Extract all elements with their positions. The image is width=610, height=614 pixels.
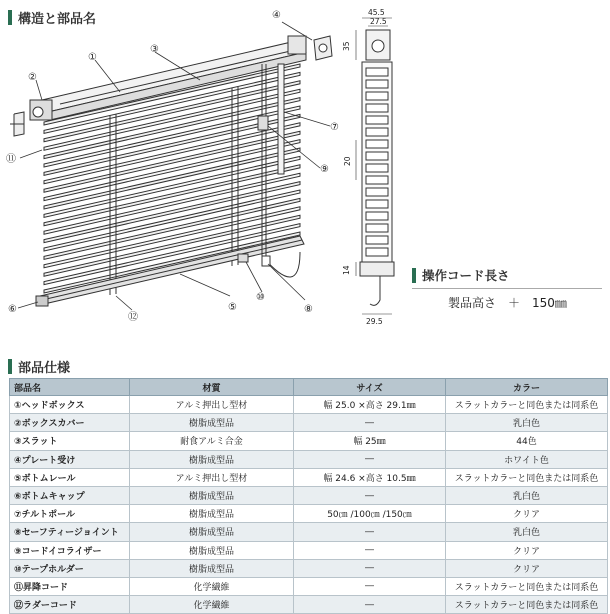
cell-part-name: ⑧セーフティージョイント — [10, 523, 130, 541]
cell-material: 樹脂成型品 — [130, 486, 294, 504]
cell-part-name: ④プレート受け — [10, 450, 130, 468]
cell-part-name: ①ヘッドボックス — [10, 396, 130, 414]
cell-color: スラットカラーと同色または同系色 — [446, 577, 608, 595]
table-row — [10, 414, 608, 432]
table-row — [10, 486, 608, 504]
callout-3: ③ — [150, 44, 159, 55]
operation-divider — [412, 288, 602, 289]
cell-material: 樹脂成型品 — [130, 559, 294, 577]
side-profile — [360, 30, 394, 305]
cell-color: 44色 — [446, 432, 608, 450]
cell-color: スラットカラーと同色または同系色 — [446, 468, 608, 486]
operation-cord-title-text: 操作コード長さ — [422, 268, 510, 283]
spec-section-title — [8, 357, 70, 376]
cell-size: ― — [294, 450, 446, 468]
table-row — [10, 450, 608, 468]
profile-slat — [366, 128, 388, 136]
cell-material: アルミ押出し型材 — [130, 396, 294, 414]
callout-6: ⑥ — [8, 304, 17, 315]
cell-part-name: ⑥ボトムキャップ — [10, 486, 130, 504]
callout-7: ⑦ — [330, 122, 339, 133]
cell-size: ― — [294, 486, 446, 504]
spec-title-text: 部品仕様 — [18, 361, 71, 376]
operation-cord-title — [412, 266, 510, 284]
parts-spec-table — [9, 378, 608, 614]
profile-slat — [366, 200, 388, 208]
profile-slat — [366, 68, 388, 76]
callout-10: ⑩ — [256, 292, 265, 303]
profile-slat — [366, 248, 388, 256]
callout-11: ⑪ — [6, 154, 16, 165]
cell-material: 樹脂成型品 — [130, 414, 294, 432]
callout-9: ⑨ — [320, 164, 329, 175]
table-row — [10, 523, 608, 541]
cell-color: クリア — [446, 559, 608, 577]
cell-size: 50㎝ /100㎝ /150㎝ — [294, 505, 446, 523]
profile-slat — [366, 224, 388, 232]
bottom-cap — [36, 296, 48, 306]
cell-part-name: ⑫ラダーコード — [10, 596, 130, 614]
cell-color: 乳白色 — [446, 523, 608, 541]
table-row — [10, 432, 608, 450]
callout-1: ① — [88, 52, 97, 63]
cell-color: クリア — [446, 505, 608, 523]
profile-slat — [366, 92, 388, 100]
structure-title-text: 構造と部品名 — [18, 12, 97, 27]
callout-5: ⑤ — [228, 302, 237, 313]
cell-material: アルミ押出し型材 — [130, 468, 294, 486]
profile-slat — [366, 236, 388, 244]
tilt-pole — [278, 64, 284, 174]
cell-material: 樹脂成型品 — [130, 450, 294, 468]
cell-part-name: ③スラット — [10, 432, 130, 450]
cell-material: 樹脂成型品 — [130, 523, 294, 541]
cell-size: 幅 25㎜ — [294, 432, 446, 450]
header-part-name: 部品名 — [10, 379, 130, 396]
table-row — [10, 596, 608, 614]
cell-size: ― — [294, 541, 446, 559]
profile-slat — [366, 212, 388, 220]
profile-slat — [366, 140, 388, 148]
cell-color: 乳白色 — [446, 486, 608, 504]
left-bracket — [10, 112, 24, 136]
plate-receiver — [314, 36, 332, 60]
cell-color: 乳白色 — [446, 414, 608, 432]
cell-material: 化学繊維 — [130, 577, 294, 595]
table-row — [10, 577, 608, 595]
cell-part-name: ⑪昇降コード — [10, 577, 130, 595]
callout-8: ⑧ — [304, 304, 313, 315]
table-row — [10, 396, 608, 414]
callout-2: ② — [28, 72, 37, 83]
cell-material: 樹脂成型品 — [130, 541, 294, 559]
cord-equalizer — [258, 116, 268, 130]
cell-size: ― — [294, 523, 446, 541]
dim-bottom-width: 29.5 — [366, 317, 383, 326]
table-row — [10, 541, 608, 559]
cell-material: 耐食アルミ合金 — [130, 432, 294, 450]
profile-slat — [366, 188, 388, 196]
cell-part-name: ⑨コードイコライザー — [10, 541, 130, 559]
header-size: サイズ — [294, 379, 446, 396]
cell-size: 幅 25.0 ×高さ 29.1㎜ — [294, 396, 446, 414]
cell-color: スラットカラーと同色または同系色 — [446, 396, 608, 414]
cell-part-name: ②ボックスカバー — [10, 414, 130, 432]
cell-size: ― — [294, 596, 446, 614]
cell-material: 樹脂成型品 — [130, 505, 294, 523]
cell-size: ― — [294, 559, 446, 577]
dim-mid: 20 — [343, 156, 352, 166]
cell-part-name: ⑤ボトムレール — [10, 468, 130, 486]
dim-inner-width: 27.5 — [370, 17, 387, 26]
profile-slat — [366, 116, 388, 124]
header-color: カラー — [446, 379, 608, 396]
header-material: 材質 — [130, 379, 294, 396]
profile-slat — [366, 164, 388, 172]
cell-part-name: ⑦チルトポール — [10, 505, 130, 523]
tape-holder — [238, 254, 248, 262]
cell-color: ホワイト色 — [446, 450, 608, 468]
box-cover — [30, 100, 52, 120]
cell-size: 幅 24.6 ×高さ 10.5㎜ — [294, 468, 446, 486]
table-row — [10, 468, 608, 486]
table-header-row — [10, 379, 608, 396]
profile-slat — [366, 176, 388, 184]
table-row — [10, 505, 608, 523]
cell-color: スラットカラーと同色または同系色 — [446, 596, 608, 614]
cell-color: クリア — [446, 541, 608, 559]
profile-slat — [366, 152, 388, 160]
dim-bottom-height: 14 — [342, 265, 351, 275]
profile-slat — [366, 80, 388, 88]
table-row — [10, 559, 608, 577]
profile-slat — [366, 104, 388, 112]
cell-size: ― — [294, 577, 446, 595]
cell-size: ― — [294, 414, 446, 432]
cell-material: 化学繊維 — [130, 596, 294, 614]
callout-12: ⑫ — [128, 312, 138, 323]
callout-4: ④ — [272, 10, 281, 21]
dim-head-height: 35 — [342, 41, 351, 51]
operation-cord-value: 製品高さ ＋ 150㎜ — [448, 296, 567, 310]
cell-part-name: ⑩テープホルダー — [10, 559, 130, 577]
dim-top-width: 45.5 — [368, 8, 385, 17]
